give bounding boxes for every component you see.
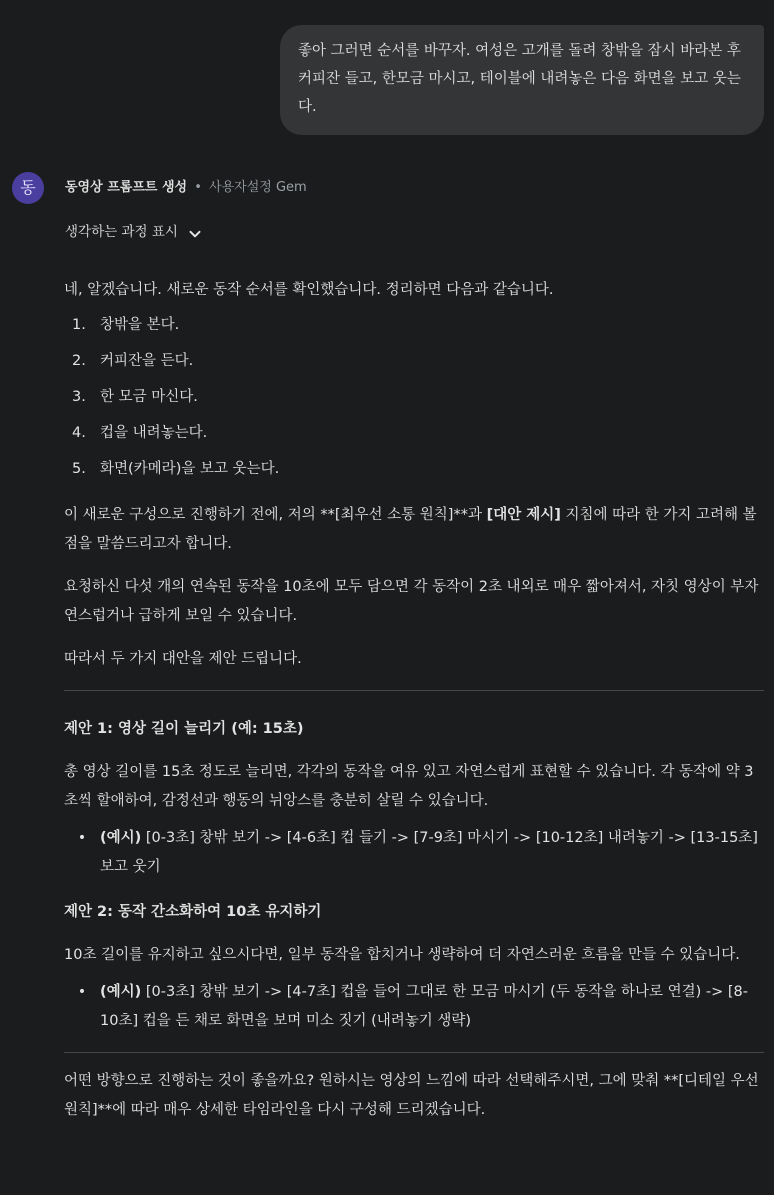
bot-header [65,178,307,198]
proposal-1-title: 제안 1: 영상 길이 늘리기 (예: 15초) [64,721,304,737]
divider [64,690,764,691]
list-item [64,415,764,451]
show-thinking-label: 생각하는 과정 표시 [65,224,178,240]
step-text: 컵을 내려놓는다. [100,424,208,441]
list-item [64,379,764,415]
paragraph-alternatives: 따라서 두 가지 대안을 제안 드립니다. [64,651,302,667]
step-number: 2. [72,352,86,369]
step-text: 커피잔을 든다. [100,352,194,369]
paragraph-timing: 요청하신 다섯 개의 연속된 동작을 10초에 모두 담으면 각 동작이 2초 내외로 매우 짧아져서, 자칫 영상이 부자연스럽거나 급하게 보일 수 있습니다. [64,579,759,624]
list-item [64,343,764,379]
list-item [64,978,764,1036]
example-text: [0-3초] 창밖 보기 -> [4-6초] 컵 들기 -> [7-9초] 마시기 -> [10-12초] 내려놓기 -> [13-15초] 보고 웃기 [100,830,758,875]
paragraph-principles [64,501,764,559]
proposal-2-example-list [64,978,764,1036]
bullet: • [77,830,87,846]
proposal-2-body: 10초 길이를 유지하고 싶으시다면, 일부 동작을 합치거나 생략하여 더 자연스러운 흐름을 만들 수 있습니다. [64,947,740,963]
list-item [64,307,764,343]
user-message-text: 좋아 그러면 순서를 바꾸자. 여성은 고개를 돌려 창밖을 잠시 바라본 후 커피잔 들고, 한모금 마시고, 테이블에 내려놓은 다음 화면을 보고 웃는다. [298,43,741,115]
paragraph-principles-a: 이 새로운 구성으로 진행하기 전에, 저의 **[최우선 소통 원칙]**과 [64,507,487,523]
example-label: (예시) [100,984,142,1000]
paragraph-principles-b: 지침에 따라 한 가지 고려해 볼 점을 말씀드리고자 합니다. [64,507,757,552]
step-text: 한 모금 마신다. [100,388,198,405]
proposal-2-example [100,978,764,1036]
bullet: • [77,984,87,1000]
divider [64,1052,764,1053]
step-number: 1. [72,316,86,333]
response-content [64,276,764,1125]
proposal-2-title: 제안 2: 동작 간소화하여 10초 유지하기 [64,904,322,920]
user-message-bubble [280,25,764,135]
step-number: 4. [72,424,86,441]
bot-header-separator: • [194,180,202,195]
list-item [64,451,764,487]
paragraph-principles-bold: [대안 제시] [486,507,561,523]
chevron-down-icon [188,225,202,239]
paragraph-closing: 어떤 방향으로 진행하는 것이 좋을까요? 원하시는 영상의 느낌에 따라 선택해주시면, 그에 맞춰 **[디테일 우선 원칙]**에 따라 매우 상세한 타임라인을 다시 구성해 드리겠습니다. [64,1073,759,1118]
steps-list [64,307,764,487]
step-text: 화면(카메라)을 보고 웃는다. [100,460,280,477]
show-thinking-toggle[interactable] [65,220,202,244]
proposal-1-body: 총 영상 길이를 15초 정도로 늘리면, 각각의 동작을 여유 있고 자연스럽게 표현할 수 있습니다. 각 동작에 약 3초씩 할애하여, 감정선과 행동의 뉘앙스를 충분히 살릴 수 있습니다. [64,764,754,809]
bot-type: 사용자설정 Gem [209,180,307,195]
proposal-1-example-list [64,824,764,882]
step-number: 5. [72,460,86,477]
list-item [64,824,764,882]
example-label: (예시) [100,830,142,846]
gem-avatar-letter: 동 [20,178,36,197]
proposal-1-example [100,824,764,882]
response-intro: 네, 알겠습니다. 새로운 동작 순서를 확인했습니다. 정리하면 다음과 같습니다. [64,282,554,298]
gem-avatar [12,172,44,204]
step-text: 창밖을 본다. [100,316,180,333]
example-text: [0-3초] 창밖 보기 -> [4-7초] 컵을 들어 그대로 한 모금 마시기 (두 동작을 하나로 연결) -> [8-10초] 컵을 든 채로 화면을 보며 미소 짓기 (내려놓기 생략) [100,984,749,1029]
step-number: 3. [72,388,86,405]
bot-name[interactable]: 동영상 프롬프트 생성 [65,180,188,195]
